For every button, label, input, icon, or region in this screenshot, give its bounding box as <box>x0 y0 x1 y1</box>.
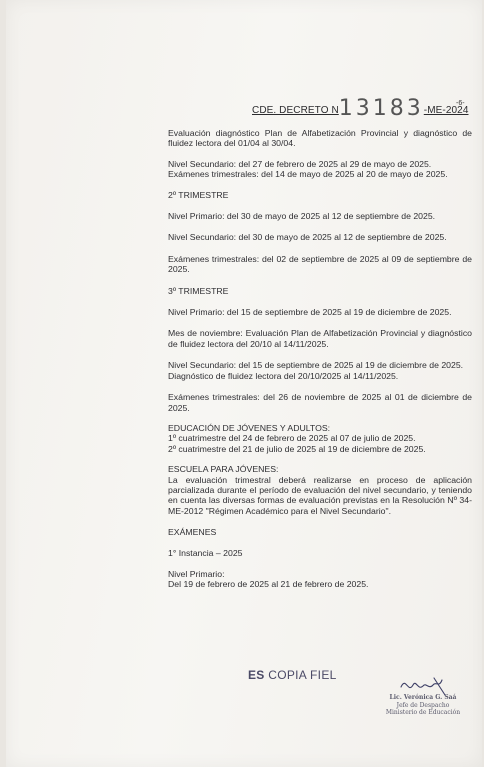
paragraph-nivel-primario: Nivel Primario: Del 19 de febrero de 2025 al 21 de febrero de 2025. <box>168 568 369 590</box>
heading-2-trimestre: 2º TRIMESTRE <box>168 189 229 200</box>
heading-3-trimestre: 3º TRIMESTRE <box>168 285 229 296</box>
document-body <box>168 128 472 590</box>
paragraph-secundario-3: Nivel Secundario: del 15 de septiembre de 2025 al 19 de diciembre de 2025. Diagnóstico de fluidez lectora del 20/10/2025 al 14/11/2025. <box>168 360 464 381</box>
paragraph-secundario-2: Nivel Secundario: del 30 de mayo de 2025 al 12 de septiembre de 2025. <box>168 232 447 243</box>
paragraph-examenes-3: Exámenes trimestrales: del 26 de noviembre de 2025 al 01 de diciembre de 2025. <box>168 392 472 413</box>
paragraph-escuela-jovenes: ESCUELA PARA JÓVENES: La evaluación trimestral deberá realizarse en proceso de aplicación parcializada durante el período de evaluación del nivel secundario, y teniendo en cuenta las diversas formas de evaluación previstas en la Resolución Nº 34-ME-2012 "Régimen Académico para el Nivel Secundario". <box>168 464 472 516</box>
decree-prefix: CDE. DECRETO N <box>252 105 339 116</box>
signature-block <box>378 694 468 717</box>
decree-header <box>252 96 469 121</box>
decree-number: 13183 <box>338 96 424 121</box>
paragraph-instancia: 1° Instancia – 2025 <box>168 547 243 558</box>
paragraph-primario-3: Nivel Primario: del 15 de septiembre de 2025 al 19 de diciembre de 2025. <box>168 307 452 318</box>
stamp-text: COPIA FIEL <box>264 668 337 682</box>
document-page <box>6 0 482 767</box>
page-number: -6- <box>456 100 465 107</box>
signer-name: Lic. Verónica G. Saá <box>389 694 457 701</box>
stamp-bold: ES <box>248 668 265 682</box>
paragraph-primario-2: Nivel Primario: del 30 de mayo de 2025 al 12 de septiembre de 2025. <box>168 211 436 222</box>
copia-fiel-stamp <box>248 668 337 682</box>
heading-examenes: EXÁMENES <box>168 527 217 538</box>
signer-office: Ministerio de Educación <box>385 709 461 716</box>
decree-suffix: -ME-2024 <box>423 105 469 116</box>
paragraph-jovenes-adultos: EDUCACIÓN DE JÓVENES Y ADULTOS: 1º cuatrimestre del 24 de febrero de 2025 al 07 de julio de 2025. 2º cuatrimestre del 21 de julio de 2025 al 19 de diciembre de 2025. <box>168 422 426 454</box>
paragraph-noviembre: Mes de noviembre: Evaluación Plan de Alfabetización Provincial y diagnóstico de fluidez lectora del 20/10 al 14/11/2025. <box>168 328 472 349</box>
signer-role: Jefe de Despacho <box>396 701 450 709</box>
paragraph-secundario-1: Nivel Secundario: del 27 de febrero de 2025 al 29 de mayo de 2025. Exámenes trimestrales: del 14 de mayo de 2025 al 20 de mayo de 2025. <box>168 158 448 180</box>
paragraph-examenes-2: Exámenes trimestrales: del 02 de septiembre de 2025 al 09 de septiembre de 2025. <box>168 253 472 275</box>
paragraph-diagnostico: Evaluación diagnóstico Plan de Alfabetización Provincial y diagnóstico de fluidez lectora del 01/04 al 30/04. <box>168 128 472 149</box>
